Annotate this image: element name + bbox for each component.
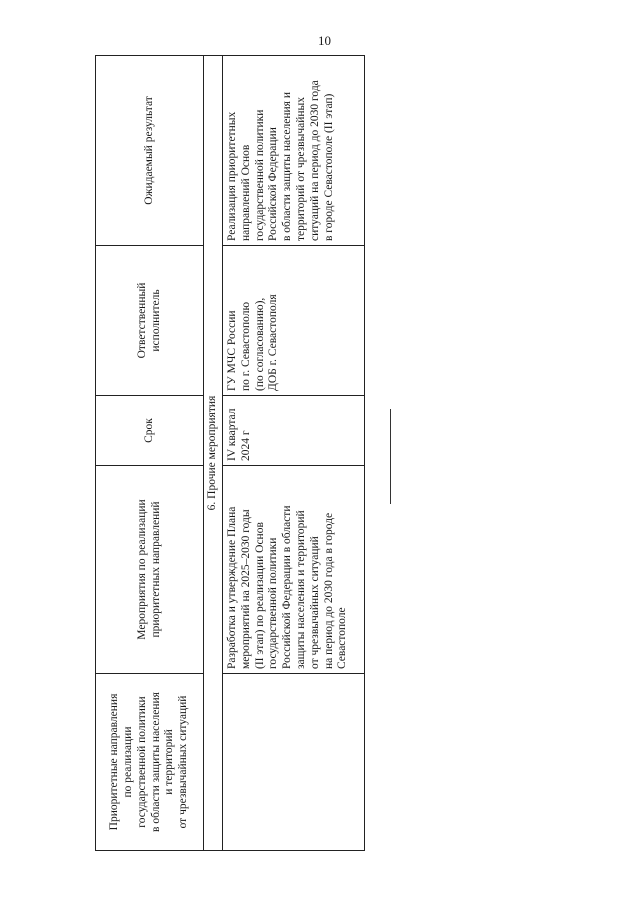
section-row bbox=[204, 56, 223, 851]
header-priority-directions: Приоритетные направления по реализации государственной политики в области защиты населения и территорий от чрезвычайных ситуаций bbox=[96, 674, 204, 851]
cell-direction bbox=[223, 674, 365, 851]
plan-table bbox=[95, 55, 365, 851]
cell-result: Реализация приоритетных направлений Основ государственной политики Российской Федерации в области защиты населения и территорий от чрезвычайных ситуаций на период до 2030 года в городе Севастополе (II этап) bbox=[223, 56, 365, 246]
header-term: Срок bbox=[96, 396, 204, 466]
header-measures: Мероприятия по реализации приоритетных направлений bbox=[96, 466, 204, 674]
header-executor: Ответственный исполнитель bbox=[96, 246, 204, 396]
header-expected-result: Ожидаемый результат bbox=[96, 56, 204, 246]
table-header-row bbox=[96, 56, 204, 851]
plan-table-rotated bbox=[95, 56, 365, 851]
section-title: 6. Прочие мероприятия bbox=[204, 56, 223, 851]
end-divider-line bbox=[390, 409, 391, 504]
table-row bbox=[223, 56, 365, 851]
cell-term: IV квартал 2024 г bbox=[223, 396, 365, 466]
cell-measure: Разработка и утверждение Плана мероприятий на 2025–2030 годы (II этап) по реализации Основ государственной политики Российской Федерации в области защиты населения и территорий от чрезвычайных ситуаций на период до 2030 года в городе Севастополе bbox=[223, 466, 365, 674]
page-number: 10 bbox=[318, 33, 331, 48]
cell-executor: ГУ МЧС России по г. Севастополю (по согласованию), ДОБ г. Севастополя bbox=[223, 246, 365, 396]
